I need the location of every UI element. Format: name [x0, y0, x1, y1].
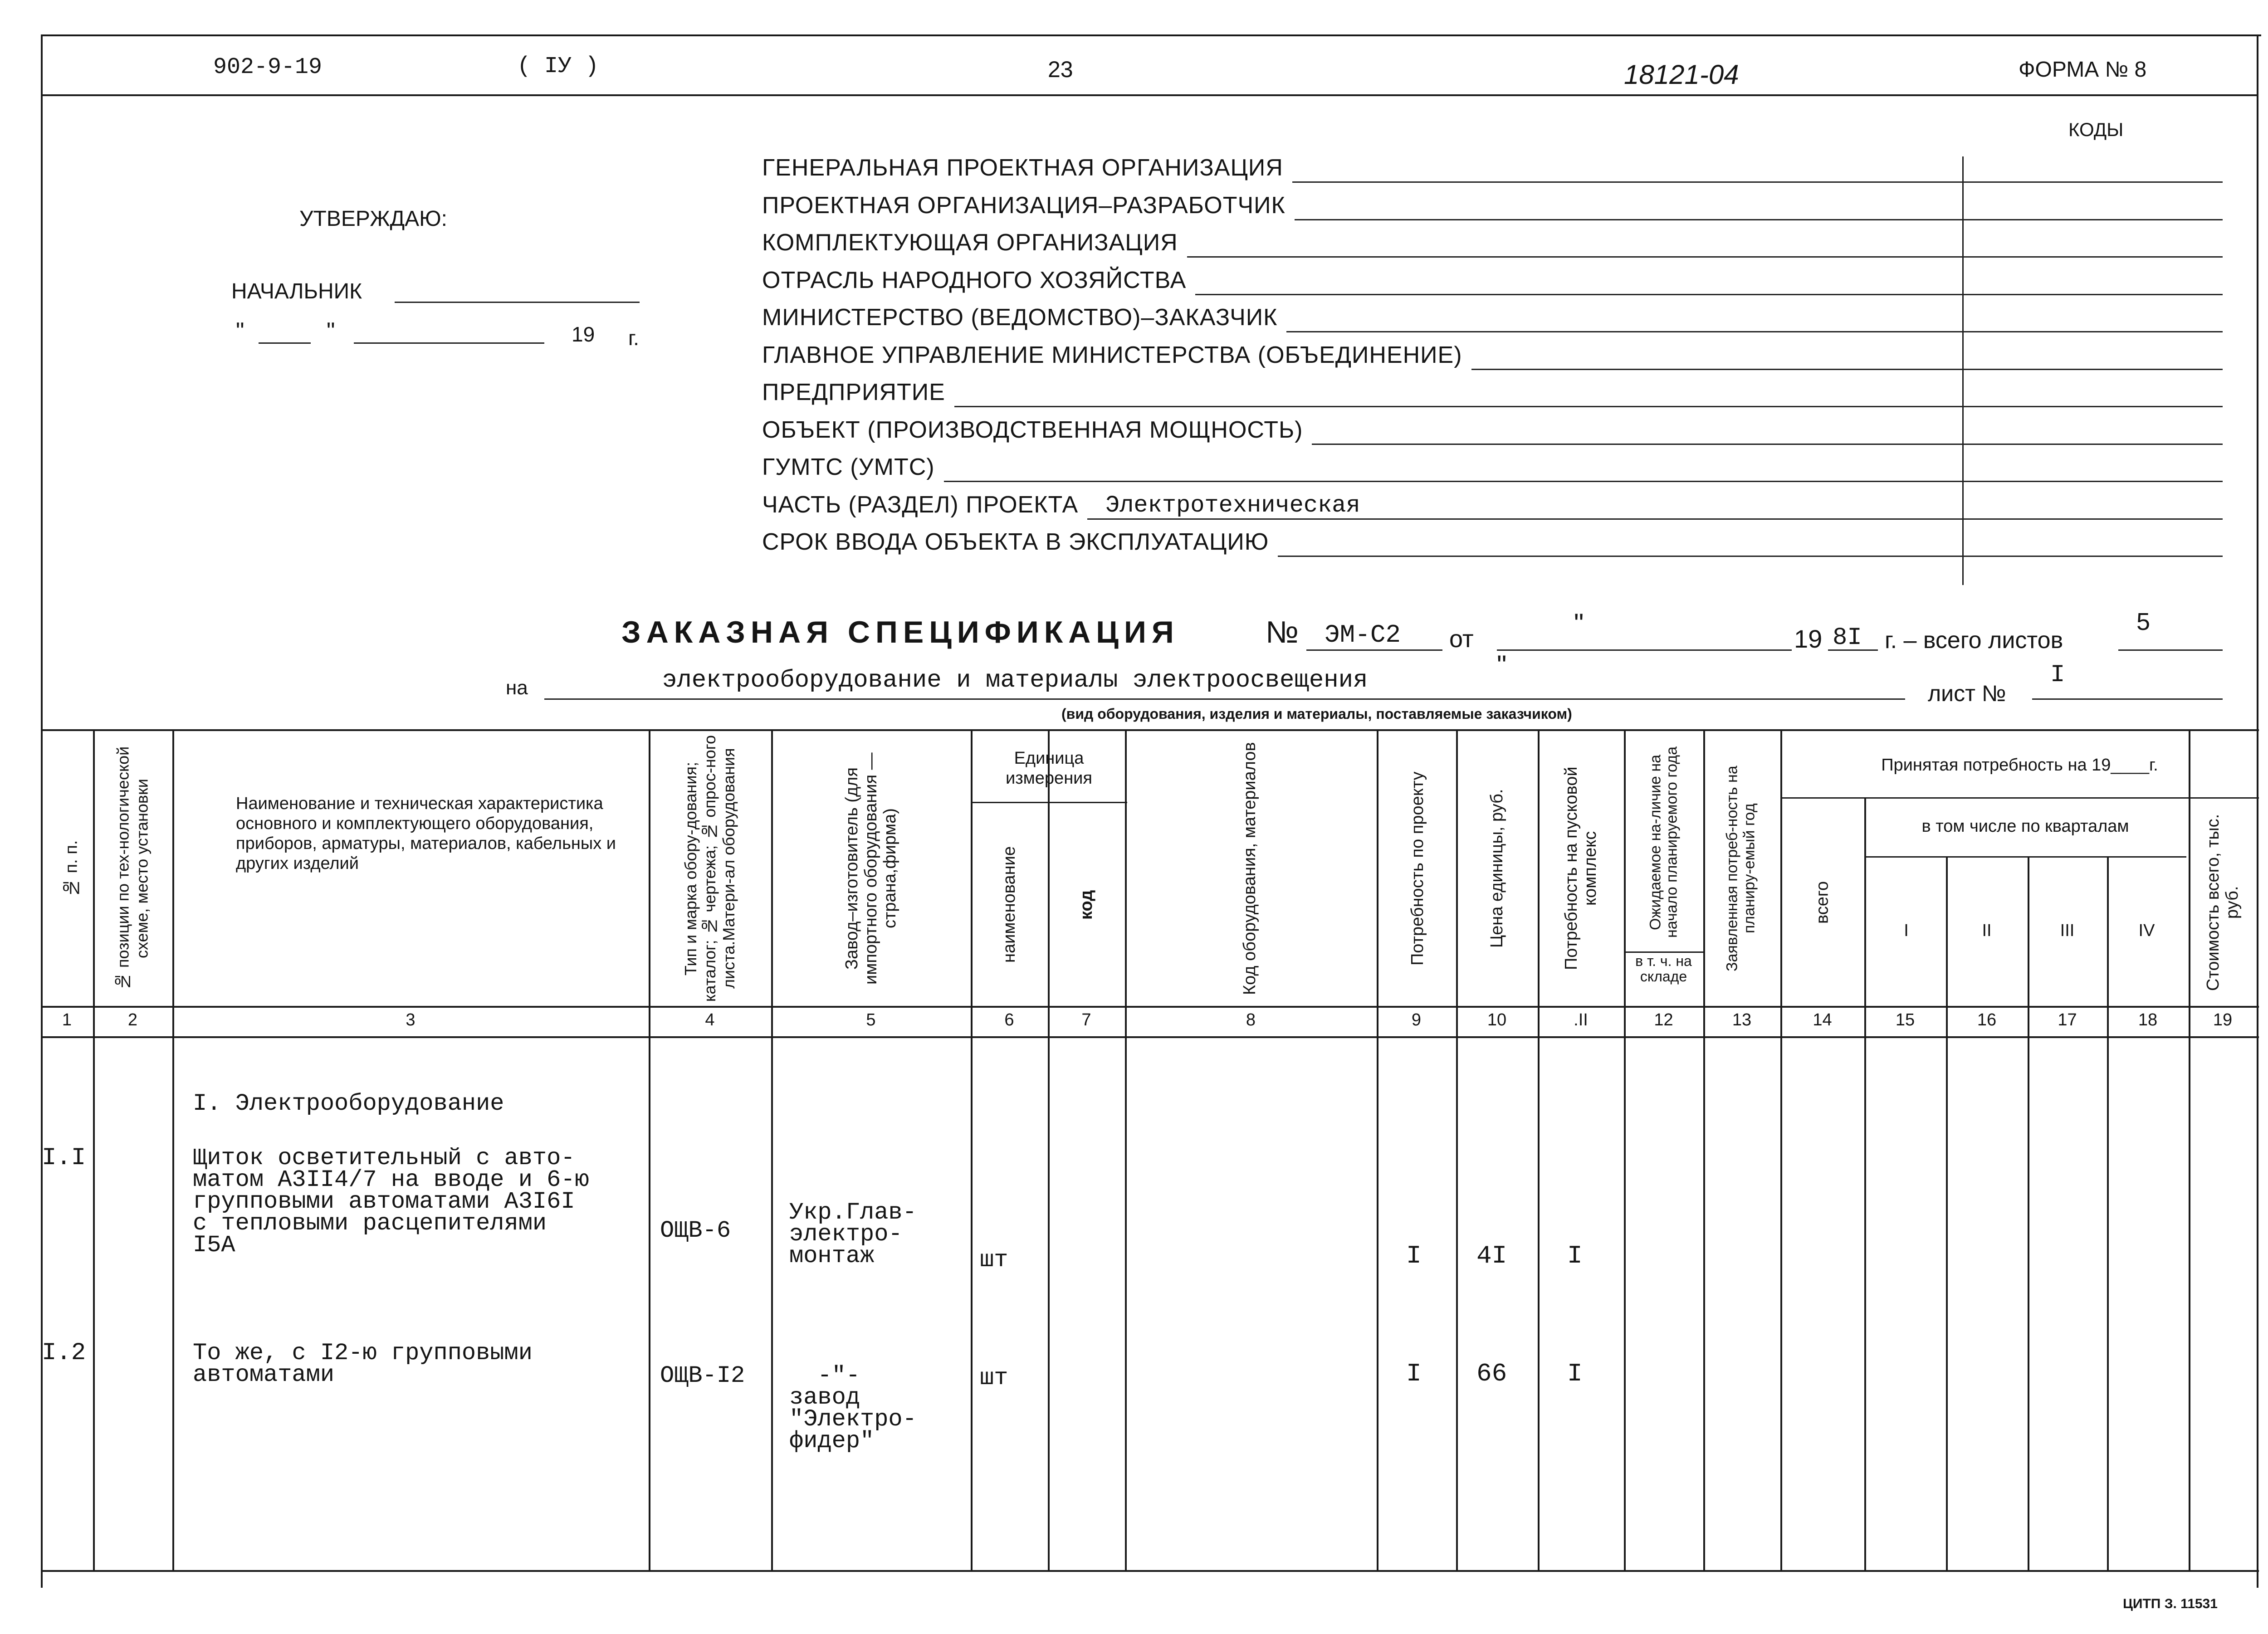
column-number: 10: [1487, 1010, 1507, 1029]
header-name: Наименование и техническая характеристика основного и комплектующего оборудования, приборов, арматуры, материалов, кабельных и других изделий: [236, 794, 616, 873]
approve-title: УТВЕРЖДАЮ:: [299, 207, 447, 231]
header-unit-code: код: [1077, 890, 1096, 920]
column-number: 8: [1246, 1010, 1256, 1029]
document-number: 18121-04: [1624, 59, 1739, 90]
spec-sheet-number: I: [2050, 661, 2065, 689]
row-unit-price: 4I: [1476, 1241, 1507, 1270]
accepted-group-divider: [1780, 797, 2259, 799]
spec-quote-2: ": [1497, 650, 1507, 680]
header-cost: Стоимость всего, тыс. руб.: [2204, 814, 2242, 991]
header-total: всего: [1813, 881, 1832, 924]
column-number: 15: [1895, 1010, 1915, 1029]
header-q2: II: [1982, 921, 1992, 940]
org-field-line: [1278, 556, 2223, 557]
table-column-divider: [1456, 729, 1458, 1572]
org-field-label: СРОК ВВОДА ОБЪЕКТА В ЭКСПЛУАТАЦИЮ: [762, 529, 1269, 555]
column-number: 5: [866, 1010, 876, 1029]
column-number: 12: [1654, 1010, 1673, 1029]
org-field-label: ПРЕДПРИЯТИЕ: [762, 379, 945, 405]
row-unit-price: 66: [1476, 1359, 1507, 1388]
org-field-line: [944, 481, 2223, 482]
spec-number-line: [1306, 649, 1442, 651]
table-column-divider: [2107, 856, 2109, 1572]
org-field-label: ГЕНЕРАЛЬНАЯ ПРОЕКТНАЯ ОРГАНИЗАЦИЯ: [762, 155, 1283, 181]
org-field-line: [1286, 331, 2223, 332]
chief-signature-line: [395, 302, 640, 303]
header-declared-demand: Заявленная потреб-ность на планиру-емый год: [1723, 766, 1758, 971]
header-accepted-group: Принятая потребность на 19____г.: [1881, 756, 2158, 775]
header-manufacturer: Завод–изготовитель (для импортного оборудования —страна,фирма): [842, 752, 899, 985]
org-field-label: ГЛАВНОЕ УПРАВЛЕНИЕ МИНИСТЕРСТВА (ОБЪЕДИНЕНИЕ): [762, 341, 1462, 368]
quarters-group-divider: [1864, 856, 2186, 858]
column-number: 6: [1004, 1010, 1014, 1029]
footer-stamp: ЦИТП З. 11531: [2123, 1596, 2218, 1611]
form-number: ФОРМА № 8: [2019, 58, 2147, 82]
row-launch-demand: I: [1567, 1359, 1583, 1388]
section-title: I. Электрооборудование: [193, 1090, 504, 1117]
table-bottom-border: [41, 1570, 2259, 1572]
row-manufacturer: -"- завод "Электро- фидер": [789, 1362, 917, 1454]
spec-subject: электрооборудование и материалы электроосвещения: [662, 667, 1368, 694]
table-column-divider: [649, 729, 650, 1572]
org-field-line: [1471, 369, 2223, 370]
row-number: I.I: [42, 1144, 86, 1172]
row-project-demand: I: [1406, 1359, 1422, 1388]
table-column-divider: [771, 729, 773, 1572]
column-number: 2: [127, 1010, 138, 1029]
header-q3: III: [2060, 921, 2075, 940]
topbar-divider: [41, 94, 2258, 96]
column-number: 14: [1813, 1010, 1832, 1029]
org-field-line: [1312, 444, 2223, 445]
header-q1: I: [1904, 921, 1909, 940]
spec-on-label: на: [506, 677, 528, 699]
column-number: 9: [1411, 1010, 1422, 1029]
org-field-label: ОБЪЕКТ (ПРОИЗВОДСТВЕННАЯ МОЩНОСТЬ): [762, 416, 1303, 443]
header-expected-stock: Ожидаемое на-личие на начало планируемого года: [1647, 746, 1681, 938]
table-column-divider: [1538, 729, 1540, 1572]
spec-total-sheets: 5: [2136, 608, 2151, 635]
org-field-line: [1292, 181, 2223, 183]
org-field-label: МИНИСТЕРСТВО (ВЕДОМСТВО)–ЗАКАЗЧИК: [762, 304, 1278, 331]
spec-year-prefix: 19: [1794, 624, 1823, 653]
table-top-border: [41, 729, 2259, 731]
spec-from: от: [1449, 625, 1474, 653]
volume-number: ( IУ ): [517, 54, 599, 79]
table-column-divider: [1624, 729, 1626, 1572]
date-quote-close: ": [327, 318, 335, 344]
column-number: 3: [406, 1010, 415, 1029]
table-column-divider: [1377, 729, 1378, 1572]
spec-sheet-label: лист №: [1928, 681, 2006, 706]
header-row-number: № п. п.: [62, 840, 81, 897]
page-number: 23: [1048, 57, 1073, 82]
org-field-line: [1295, 219, 2223, 220]
row-manufacturer: Укр.Глав- электро- монтаж: [789, 1199, 917, 1269]
spec-number: ЭМ-С2: [1325, 620, 1401, 649]
table-column-divider: [1946, 856, 1948, 1572]
header-quarters-group: в том числе по кварталам: [1921, 817, 2129, 836]
row-number: I.2: [42, 1339, 86, 1367]
row-type: ОЩВ-I2: [660, 1362, 745, 1389]
table-column-divider: [2028, 856, 2029, 1572]
org-field-label: ЧАСТЬ (РАЗДЕЛ) ПРОЕКТА: [762, 491, 1079, 518]
column-number: .II: [1574, 1010, 1588, 1029]
codes-label: КОДЫ: [2068, 119, 2124, 140]
header-type: Тип и марка обору-дования; каталог; № чертежа; № опрос-ного листа.Матери-ал оборудования: [681, 735, 738, 1002]
frame-top: [41, 34, 2261, 36]
approve-year: 19: [572, 322, 595, 346]
column-number: 18: [2138, 1010, 2158, 1029]
row-unit: шт: [980, 1365, 1008, 1391]
org-field-label: ПРОЕКТНАЯ ОРГАНИЗАЦИЯ–РАЗРАБОТЧИК: [762, 192, 1286, 219]
frame-right: [2257, 34, 2258, 1588]
chief-label: НАЧАЛЬНИК: [231, 279, 362, 303]
row-unit: шт: [980, 1247, 1008, 1273]
header-bottom-border: [41, 1006, 2259, 1008]
column-number: 1: [62, 1010, 72, 1029]
column-number: 4: [705, 1010, 715, 1029]
spec-sheet-line: [2032, 698, 2223, 700]
table-column-divider: [1780, 729, 1782, 1572]
header-equipment-code: Код оборудования, материалов: [1240, 742, 1259, 995]
approve-year-suffix: г.: [628, 326, 639, 350]
spec-total-label: г. – всего листов: [1885, 627, 2063, 654]
row-launch-demand: I: [1567, 1241, 1583, 1270]
column-number: 19: [2213, 1010, 2233, 1029]
header-unit-name: наименование: [1000, 846, 1019, 963]
header-position: № позиции по тех-нологической схеме, место установки: [113, 746, 152, 991]
spec-total-line: [2118, 649, 2223, 651]
row-name: Щиток осветительный с авто- матом А3II4/7 на вводе и 6-ю групповыми автоматами А3I6I с тепловыми расцепителями I5А: [193, 1145, 589, 1258]
row-project-demand: I: [1406, 1241, 1422, 1270]
column-number: 7: [1081, 1010, 1091, 1029]
row-type: ОЩВ-6: [660, 1217, 731, 1244]
colnum-bottom-border: [41, 1036, 2259, 1038]
table-column-divider: [172, 729, 174, 1572]
spec-year: 8I: [1833, 624, 1862, 652]
spec-subject-line: [544, 698, 1905, 700]
month-line: [354, 342, 544, 344]
header-unit-group: Единица измерения: [1006, 749, 1092, 788]
day-line: [259, 342, 311, 344]
row-name: То же, с I2-ю групповыми автоматами: [193, 1340, 533, 1388]
table-column-divider: [971, 729, 973, 1572]
header-q4: IV: [2138, 921, 2155, 940]
codes-column-divider: [1962, 156, 1964, 585]
column-number: 17: [2058, 1010, 2077, 1029]
org-field-line: [954, 406, 2223, 407]
column-number: 16: [1977, 1010, 1997, 1029]
spec-title: ЗАКАЗНАЯ СПЕЦИФИКАЦИЯ: [621, 615, 1179, 649]
table-column-divider: [1864, 797, 1866, 1572]
date-quote-open: ": [236, 318, 244, 344]
header-in-stock: в т. ч. на складе: [1635, 953, 1692, 985]
header-project-demand: Потребность по проекту: [1408, 771, 1427, 966]
org-field-line: [1187, 256, 2223, 258]
spec-number-label: №: [1266, 615, 1299, 649]
org-field-label: ГУМТС (УМТС): [762, 454, 935, 480]
table-column-divider: [93, 729, 95, 1572]
spec-year-line: [1828, 649, 1878, 651]
spec-date-line: [1497, 649, 1792, 651]
org-field-value[interactable]: Электротехническая: [1105, 492, 1360, 519]
spec-subject-hint: (вид оборудования, изделия и материалы, поставляемые заказчиком): [1061, 706, 1572, 722]
spec-quote-1: ": [1574, 608, 1584, 639]
header-unit-price: Цена единицы, руб.: [1487, 789, 1506, 948]
org-field-label: КОМПЛЕКТУЮЩАЯ ОРГАНИЗАЦИЯ: [762, 229, 1178, 256]
org-field-label: ОТРАСЛЬ НАРОДНОГО ХОЗЯЙСТВА: [762, 267, 1187, 293]
org-field-line: [1195, 294, 2223, 295]
column-number: 13: [1732, 1010, 1752, 1029]
project-code: 902-9-19: [213, 54, 323, 80]
header-launch-demand: Потребность на пусковой комплекс: [1562, 766, 1600, 971]
